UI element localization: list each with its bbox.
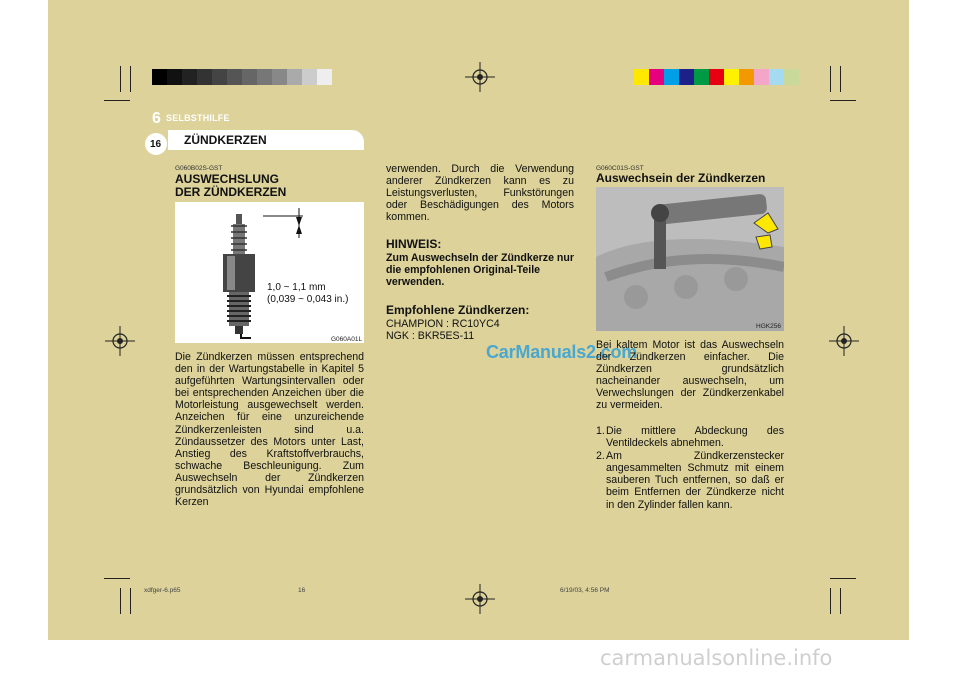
crop-mark xyxy=(130,588,131,614)
registration-mark-left xyxy=(105,326,135,356)
color-swatch xyxy=(242,69,257,85)
paragraph: Die Zündkerzen müssen entsprechend den in der Wartungstabelle in Kapitel 5 aufgeführten Wartungsintervallen oder bei entsprechenden Anzeichen über die Motorleistung ausgewechselt werden. Anzeichen für eine unzureichende Zündkerzenleisten sind u.a. Zündaussetzer des Motors unter Last, Anstieg des Kraftstoffverbrauchs, schwache Beschleunigung. Zum Auswechseln der Zündkerzen grundsätzlich von Hyundai empfohlene Kerzen xyxy=(175,351,364,509)
crop-mark xyxy=(104,100,130,101)
color-swatch xyxy=(257,69,272,85)
color-swatch xyxy=(649,69,664,85)
section-code: G060B02S-GST xyxy=(175,165,223,172)
section-heading xyxy=(175,173,286,199)
steps-list xyxy=(596,425,784,511)
spark-plug-figure xyxy=(175,202,364,343)
color-swatch xyxy=(664,69,679,85)
engine-figure xyxy=(596,187,784,331)
note-title: HINWEIS: xyxy=(386,237,442,251)
color-swatch xyxy=(182,69,197,85)
crop-mark xyxy=(830,100,856,101)
crop-mark xyxy=(120,66,121,92)
step-text: Am Zündkerzenstecker angesammelten Schmutz mit einem sauberen Tuch entfernen, so daß er beim Entfernen der Zündkerze nicht in den Zylinder fallen kann. xyxy=(606,450,784,511)
color-swatch xyxy=(152,69,167,85)
paragraph: verwenden. Durch die Verwendung anderer Zündkerzen kann es zu Leistungsverlusten, Funkstörungen oder Beschädigungen des Motors kommen. xyxy=(386,163,574,224)
section-code: G060C01S-GST xyxy=(596,165,644,172)
chapter-name: SELBSTHILFE xyxy=(166,113,230,123)
crop-mark xyxy=(840,66,841,92)
color-swatch xyxy=(679,69,694,85)
crop-mark xyxy=(840,588,841,614)
color-swatch xyxy=(212,69,227,85)
color-swatch xyxy=(197,69,212,85)
color-swatch xyxy=(227,69,242,85)
heading-line: DER ZÜNDKERZEN xyxy=(175,185,287,199)
registration-mark-right xyxy=(829,326,859,356)
recommended-list xyxy=(386,318,500,342)
gap-annotation xyxy=(267,282,348,306)
color-swatch xyxy=(634,69,649,85)
heading-line: AUSWECHSLUNG xyxy=(175,172,279,186)
section-title: ZÜNDKERZEN xyxy=(184,133,267,147)
crop-mark xyxy=(830,578,856,579)
footer-timestamp: 6/19/03, 4:56 PM xyxy=(560,587,610,594)
color-swatch xyxy=(724,69,739,85)
chapter-number: 6 xyxy=(152,110,161,127)
page-number: 16 xyxy=(150,139,162,150)
crop-mark xyxy=(830,588,831,614)
step-text: Die mittlere Abdeckung des Ventildeckels abnehmen. xyxy=(606,425,784,450)
engine-illustration xyxy=(596,187,784,331)
crop-mark xyxy=(130,66,131,92)
site-watermark: carmanualsonline.info xyxy=(600,646,833,670)
spark-plug-illustration xyxy=(175,202,364,343)
color-swatch xyxy=(769,69,784,85)
step-number: 1. xyxy=(596,425,605,437)
list-item xyxy=(596,425,784,449)
color-swatch xyxy=(272,69,287,85)
color-bar xyxy=(634,69,799,85)
crop-mark xyxy=(830,66,831,92)
color-swatch xyxy=(317,69,332,85)
registration-mark-bottom xyxy=(465,584,495,614)
recommended-plug: NGK : BKR5ES-11 xyxy=(386,330,475,343)
color-swatch xyxy=(167,69,182,85)
step-number: 2. xyxy=(596,450,605,463)
recommended-plug: CHAMPION : RC10YC4 xyxy=(386,318,500,330)
color-swatch xyxy=(784,69,799,85)
crop-mark xyxy=(120,588,121,614)
color-swatch xyxy=(754,69,769,85)
color-swatch xyxy=(694,69,709,85)
registration-mark-top xyxy=(465,62,495,92)
color-swatch xyxy=(739,69,754,85)
gap-value-mm: 1,0 ~ 1,1 mm xyxy=(267,282,326,293)
color-swatch xyxy=(302,69,317,85)
figure-code: HGK256 xyxy=(756,323,781,330)
note-text: Zum Auswechseln der Zündkerze nur die empfohlenen Original-Teile verwenden. xyxy=(386,252,574,289)
section-heading: Auswechsein der Zündkerzen xyxy=(596,171,766,185)
gap-value-in: (0,039 ~ 0,043 in.) xyxy=(267,294,349,305)
color-swatch xyxy=(709,69,724,85)
footer-file: xdfger-6.p65 xyxy=(144,587,181,594)
footer-page: 16 xyxy=(298,587,306,594)
recommended-title: Empfohlene Zündkerzen: xyxy=(386,303,530,317)
watermark: CarManuals2.com xyxy=(486,342,638,362)
figure-code: G060A01L xyxy=(331,336,363,343)
paragraph: Bei kaltem Motor ist das Auswechseln der Zündkerzen einfacher. Die Zündkerzen grundsätzlich nacheinander auswechseln, um Verwechslungen der Zündkerzenkabel zu vermeiden. xyxy=(596,339,784,412)
grayscale-bar xyxy=(152,69,332,85)
list-item xyxy=(596,450,784,510)
color-swatch xyxy=(287,69,302,85)
crop-mark xyxy=(104,578,130,579)
